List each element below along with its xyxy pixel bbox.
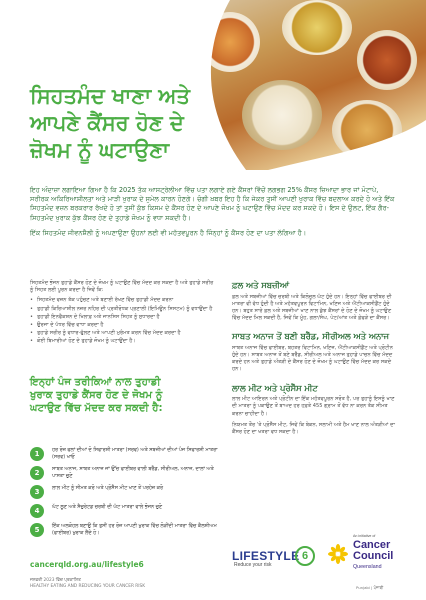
heading-line: ਇਨ੍ਹਾਂ ਪੰਜ ਤਰੀਕਿਆਂ ਨਾਲ ਤੁਹਾਡੀ xyxy=(30,377,161,388)
heading-line: ਖੁਰਾਕ ਤੁਹਾਡੇ ਕੈਂਸਰ ਹੋਣ ਦੇ ਜੋਖਮ ਨੂੰ xyxy=(30,390,163,401)
lifestyle-tagline: Reduce your risk xyxy=(234,562,272,568)
list-item xyxy=(30,447,220,466)
five-ways-heading xyxy=(30,376,220,415)
cc-region: Queensland xyxy=(353,564,382,570)
step-number-badge: 2 xyxy=(30,466,44,480)
step-number-badge: 4 xyxy=(30,504,44,518)
section-heading-wholegrains: ਸਾਬਤ ਅਨਾਜ ਤੋਂ ਬਣੀ ਬਰੈੱਡ, ਸੀਰੀਅਲ ਅਤੇ ਅਨਾਜ xyxy=(232,331,389,342)
list-item: • ਸਿਹਤਮੰਦ ਵਜ਼ਨ ਤੱਕ ਪਹੁੰਚਣ ਅਤੇ ਬਣਾਈ ਰੱਖਣ ਵਿੱਚ ਤੁਹਾਡੀ ਮੱਦਦ ਕਰਨਾ xyxy=(30,297,216,304)
lifestyle-six-badge: 6 xyxy=(295,546,315,566)
step-text: ਇੱਕ ਅਲਕੋਹਲ ਬਣਾਉ ਕਿ ਤੁਸੀਂ ਹਰ ਰੋਜ਼ ਆਪਣੀ ਖੁਰਾਕ ਵਿੱਚ ਲੋੜੀਂਦੀ ਮਾਤਰਾ ਵਿੱਚ ਕੈਲਸ਼ੀਅਮ (ਫਾਈਬਰ) ਖੁਰਾਕ ਲੈਂਦੇ ਹੋ। xyxy=(52,523,217,536)
section-heading-red-meat: ਲਾਲ ਮੀਟ ਅਤੇ ਪ੍ਰੋਸੈੱਸ ਮੀਟ xyxy=(232,382,318,393)
step-text: ਸਾਬਤ ਅਨਾਜ, ਸਾਬਤ ਅਨਾਜ ਜਾਂ ਉੱਚ ਫਾਈਬਰ ਵਾਲੀ ਬਰੈੱਡ, ਸੀਰੀਅਲ, ਅਨਾਜ, ਦਾਲਾਂ ਅਤੇ ਪਾਸਤਾ ਚੁਣੋ xyxy=(52,466,214,479)
list-item: • ਤੁਹਾਡੀ ਇਨਫੈਕਸ਼ਨ ਦੇ ਖਿਲਾਫ਼ ਅਤੇ ਜਾਨਸਿਸ ਸਿਹਤ ਨੂੰ ਸੁਧਾਰਦਾ ਹੈ xyxy=(30,314,216,321)
cc-initiative-text: An initiative of xyxy=(353,534,376,538)
cc-word: Cancer xyxy=(353,539,391,551)
step-number-badge: 3 xyxy=(30,485,44,499)
list-item: • ਤੁਹਾਡੀ ਕਿਰਿਆਸ਼ੀਲ ਨਜ਼ਰ ਨਹਿਰ ਦੀ ਪ੍ਰਤੀਰੋਧਕ ਪ੍ਰਣਾਲੀ (ਇਮਿਊਨ ਸਿਸਟਮ) ਨੂੰ ਵਧਾਉਂਦਾ ਹੈ xyxy=(30,306,216,313)
section-body: ਨਿਯਮਤ ਤੌਰ 'ਤੇ ਪ੍ਰੋਸੈੱਸ ਮੀਟ, ਜਿਵੇਂ ਕਿ ਬੇਕਨ, ਸਲਾਮੀ ਅਤੇ ਹੈਮ ਖਾਣ ਨਾਲ ਅੰਤੜੀਆਂ ਦਾ ਕੈਂਸਰ ਹੋਣ ਦਾ ਖਤਰਾ ਵਧ ਸਕਦਾ ਹੈ। xyxy=(232,421,395,435)
lifestyle6-logo xyxy=(232,548,316,570)
section-heading-fruit-veg: ਫ਼ਲ ਅਤੇ ਸਬਜ਼ੀਆਂ xyxy=(232,280,289,290)
intro-paragraph: ਇੱਕ ਸਿਹਤਮੰਦ ਜੀਵਨਸ਼ੈਲੀ ਨੂੰ ਅਪਣਾਉਣਾ ਉਹਨਾਂ ਲਈ ਵੀ ਮਹੱਤਵਪੂਰਨ ਹੈ ਜਿੰਨ੍ਹਾਂ ਨੂੰ ਕੈਂਸਰ ਹੋਣ ਦਾ ਪਤਾ ਲੱਗਿਆ ਹੈ। xyxy=(30,228,307,237)
english-title: HEALTHY EATING AND REDUCING YOUR CANCER RISK xyxy=(30,584,146,589)
step-number-badge: 5 xyxy=(30,523,44,537)
page-title xyxy=(30,83,245,164)
section-body: ਲਾਲ ਮੀਟ ਆਇਰਨ ਅਤੇ ਪ੍ਰੋਟੀਨ ਦਾ ਇੱਕ ਮਹੱਤਵਪੂਰਨ ਸਰੋਤ ਹੈ, ਪਰ ਤੁਹਾਨੂੰ ਇਸਨੂੰ ਖਾਣ ਦੀ ਮਾਤਰਾ ਨੂੰ ਪਕਾਉਣ ਤੋਂ ਬਾਅਦ ਹਰ ਹਫ਼ਤੇ 455 ਗ੍ਰਾਮ ਤੋਂ ਵੱਧ ਨਾ ਕਰਨ ਤੱਕ ਸੀਮਤ ਕਰਨਾ ਚਾਹੀਦਾ ਹੈ। xyxy=(232,396,395,417)
step-number-badge: 1 xyxy=(30,447,44,461)
intro-paragraph: ਇਹ ਅੰਦਾਜ਼ਾ ਲਗਾਇਆ ਗਿਆ ਹੈ ਕਿ 2025 ਤੱਕ ਆਸਟ੍ਰੇਲੀਆ ਵਿੱਚ ਪਤਾ ਲਗਾਏ ਗਏ ਕੈਂਸਰਾਂ ਵਿੱਚੋਂ ਲਗਭਗ 25% ਕੈਂਸਰ ਜ਼ਿਆਦਾ ਭਾਰ ਜਾਂ ਮੋਟਾਪੇ, ਸਰੀਰਕ ਅਕਿਰਿਆਸ਼ੀਲਤਾ ਅਤੇ ਮਾੜੀ ਖੁਰਾਕ ਦੇ ਸੁਮੇਲ ਕਾਰਨ ਹੋਣਗੇ। ਚੰਗੀ ਖ਼ਬਰ ਇਹ ਹੈ ਕਿ ਜੇਕਰ ਤੁਸੀਂ ਆਪਣੀ ਖੁਰਾਕ ਵਿੱਚ ਬਦਲਾਅ ਕਰਦੇ ਹੋ ਅਤੇ ਇੱਕ ਸਿਹਤਮੰਦ ਵਜ਼ਨ ਬਰਕਰਾਰ ਰੱਖਦੇ ਹੋ ਤਾਂ ਤੁਸੀਂ ਕੁੱਝ ਕਿਸਮ ਦੇ ਕੈਂਸਰ ਹੋਣ ਦੇ ਆਪਣੇ ਜੋਖਮ ਨੂੰ ਘਟਾਉਣ ਵਿੱਚ ਮੱਦਦ ਕਰ ਸਕਦੇ ਹੋ। ਇਸ ਦੇ ਉਲਟ, ਇੱਕ ਗੈਰ-ਸਿਹਤਮੰਦ ਖੁਰਾਕ ਕੁੱਝ ਕੈਂਸਰ ਹੋਣ ਦੇ ਤੁਹਾਡੇ ਜੋਖਮ ਨੂੰ ਵਧਾ ਸਕਦੀ ਹੈ। xyxy=(30,186,395,222)
cc-wordmark xyxy=(353,540,393,562)
list-item xyxy=(30,504,220,523)
footer-note xyxy=(30,578,145,590)
title-line: ਆਪਣੇ ਕੈਂਸਰ ਹੋਣ ਦੇ xyxy=(30,111,184,135)
title-line: ਸਿਹਤਮੰਦ ਖਾਣਾ ਅਤੇ xyxy=(30,84,190,108)
benefits-list xyxy=(30,297,216,345)
list-item: • ਕੋਈ ਬਿਮਾਰੀਆਂ ਹੋਣ ਦੇ ਤੁਹਾਡੇ ਜੋਖਮ ਨੂੰ ਘਟਾਉਂਦਾ ਹੈ। xyxy=(30,338,216,345)
list-item xyxy=(30,523,220,542)
list-item xyxy=(30,485,220,504)
cc-word: Council xyxy=(353,550,394,562)
cancer-council-logo xyxy=(328,534,408,578)
website-link[interactable]: cancerqld.org.au/lifestyle6 xyxy=(30,560,144,569)
five-ways-list xyxy=(30,447,220,542)
intro-section xyxy=(30,186,398,244)
list-item: • ਉਰਜਾ ਦੇ ਪੱਧਰ ਵਿੱਚ ਵਾਧਾ ਕਰਦਾ ਹੈ xyxy=(30,322,216,329)
title-line: ਜ਼ੋਖਮ ਨੂੰ ਘਟਾਉਣਾ xyxy=(30,138,170,162)
section-body: ਫ਼ਲ ਅਤੇ ਸਬਜ਼ੀਆਂ ਵਿੱਚ ਚਰਬੀ ਅਤੇ ਕਿਲੋਜੂਲ ਘੱਟ ਹੁੰਦੇ ਹਨ। ਇਨ੍ਹਾਂ ਵਿੱਚ ਫਾਈਬਰ ਦੀ ਮਾਤਰਾ ਵੀ ਵੱਧ ਹੁੰਦੀ ਹੈ ਅਤੇ ਮਹੱਤਵਪੂਰਨ ਵਿਟਾਮਿਨ, ਖਣਿਜ ਅਤੇ ਐਂਟੀਆਕਸੀਡੈਂਟ ਹੁੰਦੇ ਹਨ। ਬਹੁਤ ਸਾਰੇ ਫ਼ਲ ਅਤੇ ਸਬਜ਼ੀਆਂ ਖਾਣ ਨਾਲ ਕੁੱਝ ਕੈਂਸਰਾਂ ਦੇ ਹੋਣ ਦੇ ਜੋਖਮ ਨੂੰ ਘਟਾਉਣ ਵਿੱਚ ਮੱਦਦ ਮਿਲ ਸਕਦੀ ਹੈ, ਜਿਵੇਂ ਕਿ ਮੂੰਹ, ਗਲਾ/ਸੰਘ, ਪੇਟ/ਆਂਤ ਅਤੇ ਫ਼ੇਫੜੇ ਦਾ ਕੈਂਸਰ। xyxy=(232,293,392,322)
heading-line: ਘਟਾਉਣ ਵਿੱਚ ਮੱਦਦ ਕਰ ਸਕਦੀ ਹੈ: xyxy=(30,403,163,414)
section-body: ਸਾਬਤ ਅਨਾਜ ਵਿੱਚ ਫਾਈਬਰ, ਬਹਤਰ ਵਿਟਾਮਿਨ, ਖਣਿਜ, ਐਂਟੀਆਕਸੀਡੈਂਟ ਅਤੇ ਪ੍ਰੋਟੀਨ ਹੁੰਦੇ ਹਨ। ਸਾਬਤ ਅਨਾਜ ਤੋਂ ਬਣੇ ਬਰੈੱਡ, ਸੀਰੀਅਲ ਅਤੇ ਅਨਾਜ ਤੁਹਾਡੇ ਪਾਚਨ ਵਿੱਚ ਮੱਦਦ ਕਰਦੇ ਹਨ ਅਤੇ ਤੁਹਾਡੇ ਅੰਤੜੀ ਦੇ ਕੈਂਸਰ ਹੋਣ ਦੇ ਜੋਖਮ ਨੂੰ ਘਟਾਉਣ ਵਿੱਚ ਮੱਦਦ ਕਰ ਸਕਦੇ ਹਨ। xyxy=(232,344,393,373)
food-groups-section xyxy=(232,280,400,445)
step-text: ਘੱਟ ਲੂਣ ਅਤੇ ਸੈਚੁਰੇਟਡ ਚਰਬੀ ਦੀ ਘੱਟ ਮਾਤਰਾ ਵਾਲੇ ਭੋਜਨ ਚੁਣੋ xyxy=(52,504,163,510)
publish-date: ਜਨਵਰੀ 2023 ਵਿੱਚ ਪ੍ਰਕਾਸ਼ਿਤ xyxy=(30,578,81,583)
lifestyle-wordmark: LIFESTYLE xyxy=(232,549,300,563)
list-item: • ਤੁਹਾਡੇ ਸਰੀਰ ਨੂੰ ਵਧਾਰ-ਫੁੱਲਣ ਅਤੇ ਆਪਣੀ ਮੁਰੰਮਤ ਕਰਨ ਵਿੱਚ ਮੱਦਦ ਕਰਦਾ ਹੈ xyxy=(30,330,216,337)
step-text: ਲਾਲ ਮੀਟ ਨੂੰ ਸੀਮਤ ਕਰੋ ਅਤੇ ਪ੍ਰੋਸੈੱਸ ਮੀਟ ਖਾਣ ਤੋਂ ਪਰਹੇਜ਼ ਕਰੋ xyxy=(52,485,163,491)
list-item xyxy=(30,466,220,485)
step-text: ਹਰ ਰੋਜ਼ ਫਲਾਂ ਦੀਆਂ ਦੋ ਸਿਫਾਰਸ਼ੀ ਮਾਤਰਾ (ਸਰਵ) ਅਤੇ ਸਬਜ਼ੀਆਂ ਦੀਆਂ ਪੰਜ ਸਿਫਾਰਸ਼ੀ ਮਾਤਰਾ (ਸਰਵ) ਖਾਓ xyxy=(52,447,218,460)
language-label: Punjabi | ਪੰਜਾਬੀ xyxy=(356,585,384,590)
daisy-icon xyxy=(328,544,348,564)
benefits-section xyxy=(30,280,216,352)
benefits-intro: ਸਿਹਤਮੰਦ ਭੋਜਨ ਤੁਹਾਡੇ ਕੈਂਸਰ ਹੋਣ ਦੇ ਜੋਖਮ ਨੂੰ ਘਟਾਉਣ ਵਿੱਚ ਮੱਦਦ ਕਰ ਸਕਦਾ ਹੈ ਅਤੇ ਤੁਹਾਡੇ ਸਰੀਰ ਨੂੰ ਸਿਹਤ ਲਈ ਪੂਰਨ ਕਰਦਾ ਹੈ ਜਿਵੇਂ ਕਿ: xyxy=(30,280,214,294)
